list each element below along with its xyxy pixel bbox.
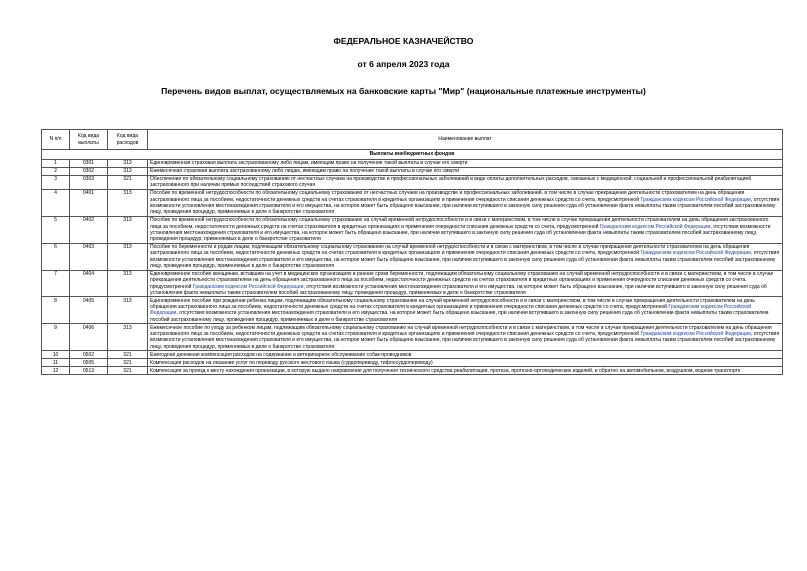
table-row xyxy=(42,216,783,243)
payment-name-part: , отсутствия возможности установления местонахождения страхователя и его имущества, на которое может быть обращено взыскание, при наличии вступившего в законную силу решения суда об установлении факта невыплаты таким страхователем пособий застрахованному лицу, проведения процедур, применяемых в деле о банкротстве страхователя xyxy=(150,310,769,323)
payment-name: Единовременная страховая выплата застрахованному либо лицам, имеющим право на получение такой выплаты в случае его смерти xyxy=(148,159,783,167)
row-number: 2 xyxy=(42,167,70,175)
col-header-payment-code: Код вида выплаты xyxy=(70,130,108,150)
payment-name xyxy=(148,324,783,351)
table-row xyxy=(42,324,783,351)
expense-code: 321 xyxy=(108,359,148,367)
payment-name-part: , отсутствия возможности установления местонахождения страхователя и его имущества, на которое может быть обращено взыскание, при наличии вступившего в законную силу решения суда об установлении факта невыплаты таким страхователем пособий застрахованному лицу, проведения процедур, применяемых в деле о банкротстве страхователя xyxy=(150,196,780,216)
civil-code-link[interactable]: Гражданским кодексом Российской Федерации xyxy=(599,223,711,230)
row-number: 12 xyxy=(42,367,70,375)
table-row xyxy=(42,243,783,270)
table-row xyxy=(42,367,783,375)
payment-code: 0402 xyxy=(70,216,108,243)
payment-code: 0405 xyxy=(70,297,108,324)
table-row xyxy=(42,167,783,175)
row-number: 3 xyxy=(42,175,70,189)
payment-code: 0505 xyxy=(70,359,108,367)
payment-name-part: Пособие по временной нетрудоспособности по обязательному социальному страхованию на случай временной нетрудоспособности и в связи с материнством, в том числе в случае прекращения деятельности страхователем на день обращения застрахованного лица за пособием, недостаточности денежных средств на счетах страхователя в кредитных организациях и применения очередности списания денежных средств со счета, предусмотренной xyxy=(150,217,769,230)
row-number: 10 xyxy=(42,351,70,359)
col-header-expense-code: Код вида расходов xyxy=(108,130,148,150)
payment-name: Ежемесячная страховая выплата застрахованному либо лицам, имеющим право на получение такой выплаты в случае его смерти xyxy=(148,167,783,175)
expense-code: 321 xyxy=(108,351,148,359)
payment-code: 0404 xyxy=(70,270,108,297)
payment-name xyxy=(148,189,783,216)
payment-name-part: , отсутствия возможности установления местонахождения страхователя и его имущества, на которое может быть обращено взыскание, при наличии вступившего в законную силу решения суда об установлении факта невыплаты таким страхователем пособий застрахованному лицу, проведения процедур, применяемых в деле о банкротстве страхователя xyxy=(150,250,780,269)
payment-name xyxy=(148,216,783,243)
table-row xyxy=(42,351,783,359)
expense-code: 313 xyxy=(108,243,148,270)
row-number: 11 xyxy=(42,359,70,367)
expense-code: 321 xyxy=(108,367,148,375)
section-row xyxy=(42,150,783,160)
expense-code: 313 xyxy=(108,216,148,243)
payment-name: Обеспечение по обязательному социальному страхованию от несчастных случаев на производстве и профессиональных заболеваний в виде оплаты дополнительных расходов, связанных с медицинской, социальной и профессиональной реабилитацией застрахованного при наличии прямых последствий страхового случая xyxy=(148,175,783,189)
table-row xyxy=(42,189,783,216)
col-header-name: Наименование выплат xyxy=(148,130,783,150)
payment-name-part: Ежемесячное пособие по уходу за ребенком лицам, подлежащим обязательному социальному страхованию на случай временной нетрудоспособности и в связи с материнством, в том числе в случае прекращения деятельности страхователем на день обращения застрахованного лица за пособием, недостаточности денежных средств на счетах страхователя в кредитных организациях и применения очередности списания денежных средств со счета, предусмотренной xyxy=(150,324,772,337)
payment-name-part: Пособие по временной нетрудоспособности по обязательному социальному страхованию от несчастных случаев на производстве и профессиональных заболеваний, в том числе в случае прекращения деятельности страхователем на день обращения застрахованного лица за пособием, недостаточности денежных средств на счетах страхователя в кредитных организациях и применения очередности списания денежных средств со счета, предусмотренной xyxy=(150,190,745,203)
section-title: Выплаты внебюджетных фондов xyxy=(42,150,783,160)
expense-code: 313 xyxy=(108,167,148,175)
payment-code: 0502 xyxy=(70,351,108,359)
table-header-row xyxy=(42,130,783,150)
civil-code-link[interactable]: Гражданским кодексом Российской Федерации xyxy=(640,250,751,257)
row-number: 6 xyxy=(42,243,70,270)
payment-code: 0403 xyxy=(70,243,108,270)
row-number: 8 xyxy=(42,297,70,324)
payment-code: 0406 xyxy=(70,324,108,351)
table-row xyxy=(42,175,783,189)
payment-code: 0513 xyxy=(70,367,108,375)
civil-code-link[interactable]: Гражданским кодексом Российской Федерации xyxy=(640,331,751,337)
expense-code: 313 xyxy=(108,159,148,167)
payment-name xyxy=(148,270,783,297)
payment-code: 0303 xyxy=(70,175,108,189)
payment-name-part: , отсутствия возможности установления местонахождения страхователя и его имущества, на которое может быть обращено взыскание, при наличии вступившего в законную силу решения суда об установлении факта невыплаты таким страхователем пособий застрахованному лицу, проведения процедур, применяемых в деле о банкротстве страхователя xyxy=(150,283,767,296)
row-number: 7 xyxy=(42,270,70,297)
table-row xyxy=(42,359,783,367)
table-row xyxy=(42,297,783,324)
row-number: 4 xyxy=(42,189,70,216)
expense-code: 321 xyxy=(108,175,148,189)
payment-name-part: , отсутствия возможности установления местонахождения страхователя и его имущества, на которое может быть обращено взыскание, при наличии вступившего в законную силу решения суда об установлении факта невыплаты таким страхователем пособий застрахованному лицу, проведения процедур, применяемых в деле о банкротстве страхователя xyxy=(150,223,771,243)
document-date: от 6 апреля 2023 года xyxy=(357,59,450,69)
payment-name-part: Пособие по беременности и родам лицам, подлежащим обязательному социальному страхованию на случай временной нетрудоспособности и в связи с материнством, в том числе в случае прекращения деятельности страхователем на день обращения застрахованного лица за пособием, недостаточности денежных средств на счетах страхователя в кредитных организациях и применения очередности списания денежных средств со счета, предусмотренной xyxy=(150,244,750,257)
expense-code: 313 xyxy=(108,297,148,324)
table-row xyxy=(42,270,783,297)
org-title: ФЕДЕРАЛЬНОЕ КАЗНАЧЕЙСТВО xyxy=(333,36,474,46)
row-number: 5 xyxy=(42,216,70,243)
payment-code: 0301 xyxy=(70,159,108,167)
table-row xyxy=(42,159,783,167)
payments-table xyxy=(41,129,783,375)
payment-code: 0302 xyxy=(70,167,108,175)
document-title: Перечень видов выплат, осуществляемых на банковские карты "Мир" (национальные платежные инструменты) xyxy=(161,86,646,96)
payment-name-part: Единовременное пособие женщинам, вставшим на учет в медицинских организациях в ранние сроки беременности, подлежащим обязательному социальному страхованию на случай временной нетрудоспособности и в связи с материнством, в том числе в случае прекращения деятельности страхователем на день обращения застрахованного лица за пособием, недостаточности денежных средств на счетах страхователя в кредитных организациях и применения очередности списания денежных средств со счета, предусмотренной xyxy=(150,270,774,290)
civil-code-link[interactable]: Гражданским кодексом Российской Федерации xyxy=(150,304,752,317)
expense-code: 313 xyxy=(108,189,148,216)
payment-name-part: , отсутствия возможности установления местонахождения страхователя и его имущества, на которое может быть обращено взыскание, при наличии вступившего в законную силу решения суда об установлении факта невыплаты таким страхователем пособий застрахованному лицу, проведения процедур, применяемых в деле о банкротстве страхователя xyxy=(150,331,780,350)
civil-code-link[interactable]: Гражданским кодексом Российской Федерации xyxy=(192,283,304,290)
expense-code: 313 xyxy=(108,324,148,351)
row-number: 9 xyxy=(42,324,70,351)
payment-code: 0401 xyxy=(70,189,108,216)
payment-name: Компенсация расходов на оказание услуг по переводу русского жестового языка (сурдопереводу, тифлосурдопереводу) xyxy=(148,359,783,367)
payment-name xyxy=(148,297,783,324)
col-header-num: N п/п xyxy=(42,130,70,150)
row-number: 1 xyxy=(42,159,70,167)
payment-name xyxy=(148,243,783,270)
payment-name: Ежегодная денежная компенсация расходов на содержание и ветеринарное обслуживание собак-проводников xyxy=(148,351,783,359)
civil-code-link[interactable]: Гражданским кодексом Российской Федерации xyxy=(640,196,751,203)
expense-code: 313 xyxy=(108,270,148,297)
payment-name: Компенсация за проезд к месту нахождения организации, в которую выдано направление для получения технического средства реабилитации, протеза, протезно-ортопедических изделий, и обратно на автомобильном, воздушном, водном транспорте xyxy=(148,367,783,375)
payment-name-part: Единовременное пособие при рождении ребенка лицам, подлежащим обязательному социальному страхованию на случай временной нетрудоспособности и в связи с материнством, в том числе в случае прекращения деятельности страхователем на день обращения застрахованного лица за пособием, недостаточности денежных средств на счетах страхователя в кредитных организациях и применения очередности списания денежных средств со счета, предусмотренной xyxy=(150,297,755,311)
